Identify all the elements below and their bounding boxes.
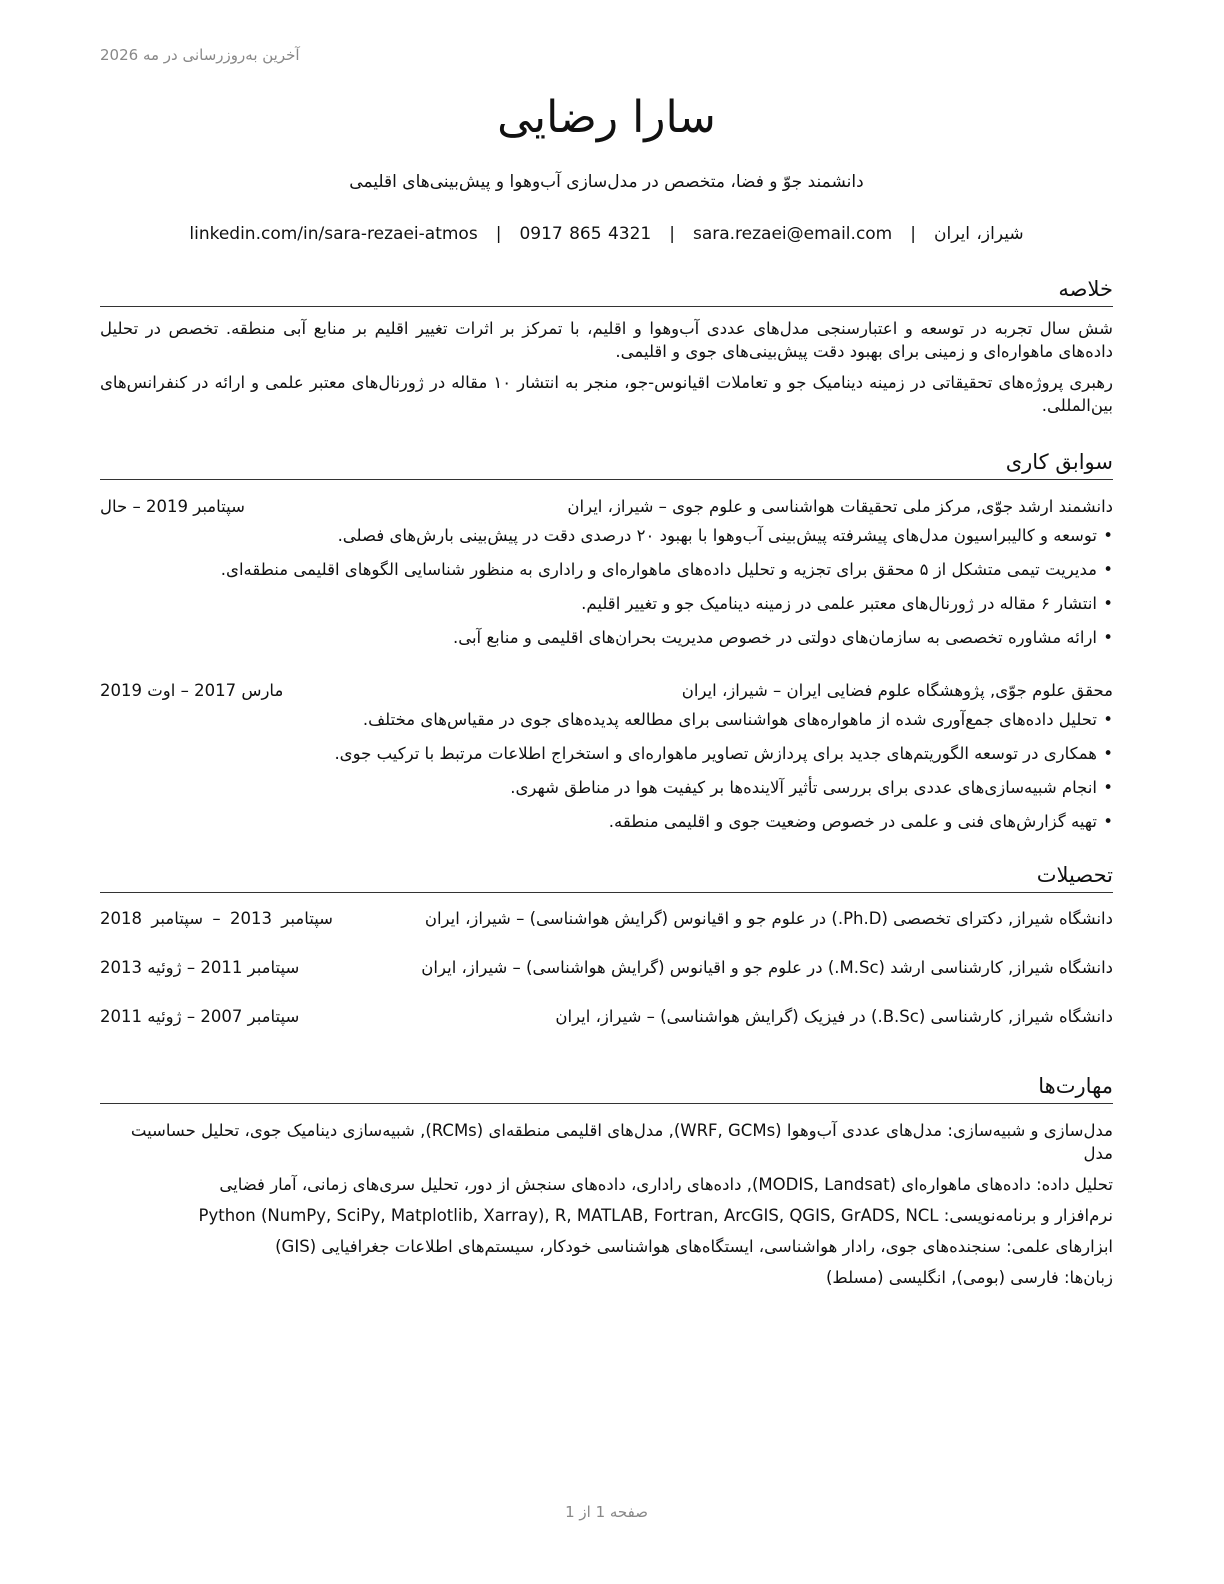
list-item: • توسعه و کالیبراسیون مدل‌های پیشرفته پیش‌بینی آب‌وهوا با بهبود ۲۰ درصدی دقت در پیش‌بینی بارش‌های فصلی. xyxy=(100,524,1113,547)
separator: | xyxy=(910,224,916,244)
location: شیراز، ایران xyxy=(933,224,1024,244)
separator: | xyxy=(669,224,675,244)
education-heading: دانشگاه شیراز, دکترای تخصصی (Ph.D.) در علوم جو و اقیانوس (گرایش هواشناسی) – شیراز، ایران xyxy=(424,909,1113,928)
education-heading: دانشگاه شیراز, کارشناسی (B.Sc.) در فیزیک (گرایش هواشناسی) – شیراز، ایران xyxy=(555,1007,1113,1026)
skills-section xyxy=(100,1073,1113,1297)
linkedin-link[interactable]: linkedin.com/in/sara-rezaei-atmos xyxy=(189,224,478,244)
skill-line: زبان‌ها: فارسی (بومی), انگلیسی (مسلط) xyxy=(825,1268,1113,1287)
list-item: • مدیریت تیمی متشکل از ۵ محقق برای تجزیه و تحلیل داده‌های ماهواره‌ای و راداری به منظور شناسایی الگوهای اقلیمی منطقه‌ای. xyxy=(100,558,1113,581)
education-section xyxy=(100,862,1113,1054)
education-dates: سپتامبر 2011 – ژوئیه 2013 xyxy=(100,958,300,977)
job-heading: محقق علوم جوّی, پژوهشگاه علوم فضایی ایران – شیراز، ایران xyxy=(681,681,1113,700)
section-title: تحصیلات xyxy=(100,862,1113,893)
list-item: • انتشار ۶ مقاله در ژورنال‌های معتبر علمی در زمینه دینامیک جو و تغییر اقلیم. xyxy=(100,592,1113,615)
job-bullets xyxy=(100,524,1113,649)
section-title: خلاصه xyxy=(100,276,1113,307)
job-bullets xyxy=(100,708,1113,833)
list-item: • همکاری در توسعه الگوریتم‌های جدید برای پردازش تصاویر ماهواره‌ای و استخراج اطلاعات مرتبط با ترکیب جوی. xyxy=(100,742,1113,765)
job-subtitle: دانشمند جوّ و فضا، متخصص در مدل‌سازی آب‌وهوا و پیش‌بینی‌های اقلیمی xyxy=(349,172,864,192)
job-dates: سپتامبر 2019 – حال xyxy=(100,497,245,516)
skill-line: مدل‌سازی و شبیه‌سازی: مدل‌های عددی آب‌وهوا (WRF, GCMs), مدل‌های اقلیمی منطقه‌ای (RCMs), شبیه‌سازی دینامیک جوی، تحلیل حساسیت مدل xyxy=(130,1121,1113,1163)
list-item: • انجام شبیه‌سازی‌های عددی برای بررسی تأثیر آلاینده‌ها بر کیفیت هوا در مناطق شهری. xyxy=(100,776,1113,799)
job-heading-row xyxy=(100,679,1113,702)
education-entry xyxy=(100,907,1113,931)
education-entry xyxy=(100,956,1113,980)
skill-line: نرم‌افزار و برنامه‌نویسی: Python (NumPy, SciPy, Matplotlib, Xarray), R, MATLAB, Fortran, ArcGIS, QGIS, GrADS, NCL xyxy=(198,1206,1113,1225)
job-dates: مارس 2017 – اوت 2019 xyxy=(100,681,284,700)
skill-line: ابزارهای علمی: سنجنده‌های جوی، رادار هواشناسی، ایستگاه‌های هواشناسی خودکار، سیستم‌های اطلاعات جغرافیایی (GIS) xyxy=(275,1237,1113,1256)
summary-section xyxy=(100,276,1113,417)
skill-line: تحلیل داده: داده‌های ماهواره‌ای (MODIS, Landsat), داده‌های راداری، داده‌های سنجش از دور، تحلیل سری‌های زمانی، آمار فضایی xyxy=(219,1175,1113,1194)
contact-line xyxy=(100,224,1113,244)
resume-page xyxy=(100,0,1113,1584)
person-name: سارا رضایی xyxy=(497,92,716,143)
education-entry xyxy=(100,1005,1113,1029)
section-title: سوابق کاری xyxy=(100,449,1113,480)
summary-paragraph: شش سال تجربه در توسعه و اعتبارسنجی مدل‌های عددی آب‌وهوا و اقلیم، با تمرکز بر اثرات تغییر اقلیم بر منابع آبی منطقه. تخصص در تحلیل داده‌های ماهواره‌ای و زمینی برای بهبود دقت پیش‌بینی‌های جوی و اقلیمی. xyxy=(100,319,1113,361)
education-dates: سپتامبر 2007 – ژوئیه 2011 xyxy=(100,1007,300,1026)
experience-section xyxy=(100,449,1113,844)
last-updated: آخرین به‌روزرسانی در مه 2026 xyxy=(100,46,300,64)
list-item: • تحلیل داده‌های جمع‌آوری شده از ماهواره‌های هواشناسی برای مطالعه پدیده‌های جوی در مقیاس‌های مختلف. xyxy=(100,708,1113,731)
job-entry xyxy=(100,495,1113,649)
job-heading-row xyxy=(100,495,1113,518)
list-item: • تهیه گزارش‌های فنی و علمی در خصوص وضعیت جوی و اقلیمی منطقه. xyxy=(100,810,1113,833)
list-item: • ارائه مشاوره تخصصی به سازمان‌های دولتی در خصوص مدیریت بحران‌های اقلیمی و منابع آبی. xyxy=(100,626,1113,649)
phone: 0917 865 4321 xyxy=(519,224,652,244)
summary-paragraph: رهبری پروژه‌های تحقیقاتی در زمینه دینامیک جو و تعاملات اقیانوس-جو، منجر به انتشار ۱۰ مقاله در ژورنال‌های معتبر علمی و ارائه در کنفرانس‌های بین‌المللی. xyxy=(100,373,1113,415)
page-number: صفحه 1 از 1 xyxy=(565,1503,648,1521)
section-title: مهارت‌ها xyxy=(100,1073,1113,1104)
education-heading: دانشگاه شیراز, کارشناسی ارشد (M.Sc.) در علوم جو و اقیانوس (گرایش هواشناسی) – شیراز، ایران xyxy=(421,958,1113,977)
education-dates: سپتامبر 2013 – سپتامبر 2018 xyxy=(100,909,334,928)
separator: | xyxy=(495,224,502,244)
job-heading: دانشمند ارشد جوّی, مرکز ملی تحقیقات هواشناسی و علوم جوی – شیراز، ایران xyxy=(567,497,1113,516)
email-link[interactable]: sara.rezaei@email.com xyxy=(692,224,893,244)
job-entry xyxy=(100,679,1113,833)
